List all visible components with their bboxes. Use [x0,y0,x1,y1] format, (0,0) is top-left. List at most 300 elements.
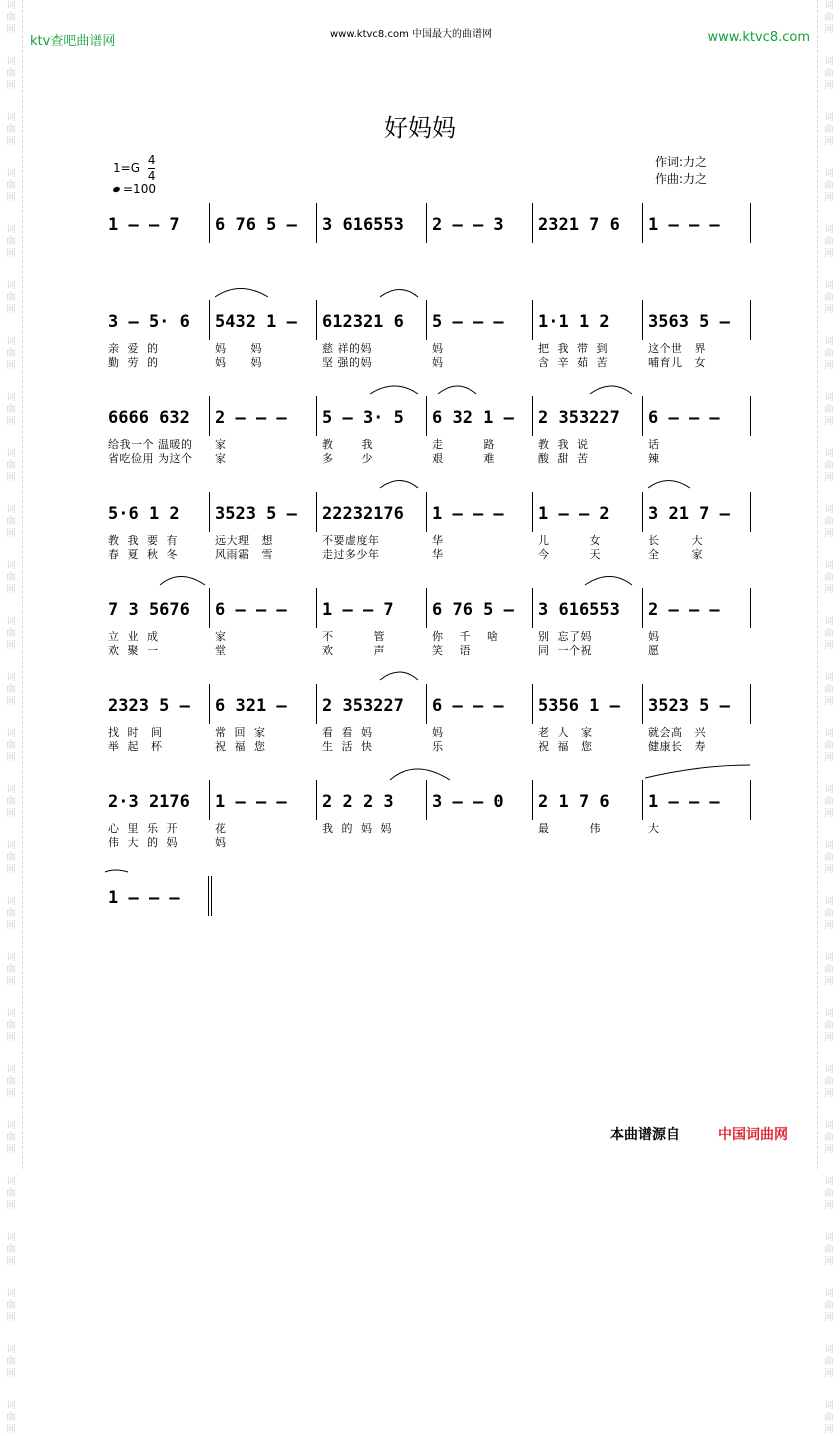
watermark-glyph: 网 [6,305,16,315]
lyric-verse-2: 健康长 寿 [648,740,706,753]
watermark-glyph: 网 [6,1369,16,1379]
watermark-glyph-group [0,168,22,204]
measure-notes: 6 321 — [215,696,287,716]
watermark-glyph-group [0,1176,22,1212]
score-row [0,684,840,774]
measure-notes: 2·3 2176 [108,792,190,812]
watermark-glyph: 词 [6,337,16,347]
watermark-glyph: 词 [6,897,16,907]
watermark-glyph: 网 [824,697,834,707]
lyric-verse-2: 乐 [432,740,444,753]
site-url-right[interactable]: www.ktvc8.com [707,30,810,45]
score-row [0,396,840,486]
watermark-glyph-group [0,1064,22,1100]
watermark-glyph: 曲 [824,517,834,527]
watermark-glyph: 词 [824,1289,834,1299]
barline [426,396,427,436]
watermark-glyph: 曲 [824,1133,834,1143]
watermark-glyph: 网 [824,1145,834,1155]
watermark-glyph: 曲 [824,125,834,135]
measure-notes: 1 — — — [108,888,180,908]
watermark-glyph: 曲 [6,965,16,975]
watermark-glyph: 词 [824,169,834,179]
tie [105,870,128,872]
watermark-glyph: 曲 [824,1189,834,1199]
barline [209,492,210,532]
watermark-glyph: 网 [824,753,834,763]
barline [532,492,533,532]
lyric-verse-2: 举 起 杯 [108,740,163,753]
measure-notes: 1 — — — [215,792,287,812]
watermark-glyph: 网 [6,1145,16,1155]
watermark-glyph: 曲 [6,1301,16,1311]
watermark-glyph: 词 [6,1289,16,1299]
lyric-verse-2: 同 一个祝 [538,644,592,657]
watermark-glyph: 词 [824,281,834,291]
lyric-verse-2: 生 活 快 [322,740,373,753]
barline [426,492,427,532]
measure-notes: 1 — — — [648,215,720,235]
watermark-glyph: 曲 [824,909,834,919]
barline [532,203,533,243]
score-row [0,876,840,966]
lyric-verse-1: 找 时 间 [108,726,163,739]
watermark-glyph: 网 [6,585,16,595]
watermark-glyph: 词 [6,1233,16,1243]
barline [532,396,533,436]
tempo-marking [113,182,156,196]
watermark-glyph: 曲 [824,461,834,471]
measure-notes: 5 — 3· 5 [322,408,404,428]
score-row [0,203,840,293]
watermark-glyph: 曲 [6,125,16,135]
barline [209,203,210,243]
barline [642,396,643,436]
measure-notes: 2323 5 — [108,696,190,716]
watermark-glyph-group [0,0,22,36]
watermark-glyph: 曲 [6,853,16,863]
watermark-glyph: 词 [824,1121,834,1131]
watermark-glyph-group [818,1008,840,1044]
barline [642,780,643,820]
watermark-glyph-group [0,1288,22,1324]
watermark-glyph: 曲 [6,405,16,415]
barline [750,780,751,820]
watermark-glyph: 词 [6,505,16,515]
barline [750,492,751,532]
watermark-glyph: 网 [6,1201,16,1211]
watermark-glyph: 词 [6,1065,16,1075]
watermark-glyph: 网 [6,641,16,651]
watermark-glyph: 曲 [6,797,16,807]
watermark-glyph: 网 [6,361,16,371]
barline [209,300,210,340]
watermark-glyph: 网 [824,1089,834,1099]
watermark-glyph: 曲 [6,237,16,247]
barline [426,588,427,628]
watermark-glyph: 网 [6,1425,16,1435]
measure-notes: 1 — — 2 [538,504,610,524]
watermark-glyph: 词 [824,113,834,123]
measure-notes: 3523 5 — [648,696,730,716]
lyric-verse-2: 走过多少年 [322,548,380,561]
watermark-glyph: 词 [6,1345,16,1355]
watermark-glyph: 词 [6,1121,16,1131]
barline [642,684,643,724]
watermark-glyph: 曲 [824,853,834,863]
watermark-glyph: 曲 [824,629,834,639]
watermark-glyph: 网 [6,809,16,819]
measure-notes: 2 353227 [322,696,404,716]
watermark-glyph: 曲 [6,181,16,191]
watermark-glyph: 词 [824,953,834,963]
measure-notes: 3 — 5· 6 [108,312,190,332]
measure-notes: 1 — — — [432,504,504,524]
watermark-glyph: 词 [824,337,834,347]
measure-notes: 5356 1 — [538,696,620,716]
barline [209,684,210,724]
watermark-glyph: 曲 [6,1245,16,1255]
watermark-glyph-group [0,56,22,92]
watermark-glyph: 词 [6,841,16,851]
measure-notes: 612321 6 [322,312,404,332]
watermark-glyph: 词 [6,617,16,627]
watermark-glyph: 词 [824,449,834,459]
watermark-glyph: 曲 [6,13,16,23]
barline [532,780,533,820]
watermark-glyph: 网 [824,249,834,259]
watermark-glyph-group [818,56,840,92]
watermark-glyph: 网 [824,25,834,35]
watermark-glyph-group [818,1120,840,1156]
barline [642,300,643,340]
watermark-glyph: 网 [824,1369,834,1379]
watermark-glyph: 曲 [824,741,834,751]
lyric-verse-1: 立 业 成 [108,630,159,643]
barline [532,588,533,628]
quarter-note-icon [112,186,120,193]
measure-notes: 3 — — 0 [432,792,504,812]
watermark-glyph: 曲 [6,349,16,359]
watermark-glyph: 曲 [6,293,16,303]
barline [426,780,427,820]
barline [316,203,317,243]
key-signature [113,153,155,184]
watermark-glyph: 曲 [824,293,834,303]
watermark-glyph-group [818,1400,840,1436]
lyric-verse-1: 给我一个 温暖的 [108,438,193,451]
watermark-glyph: 词 [6,561,16,571]
lyric-verse-2: 家 [215,452,227,465]
lyric-verse-2: 省吃俭用 为这个 [108,452,193,465]
watermark-glyph: 词 [824,1401,834,1411]
watermark-glyph: 曲 [824,573,834,583]
watermark-glyph: 曲 [6,685,16,695]
watermark-glyph: 网 [824,305,834,315]
lyric-verse-1: 把 我 带 到 [538,342,608,355]
right-watermark-border [817,0,840,1435]
watermark-glyph: 网 [6,697,16,707]
time-denominator: 4 [147,169,156,183]
barline [642,588,643,628]
lyric-verse-1: 常 回 家 [215,726,266,739]
lyric-verse-2: 祝 福 您 [215,740,266,753]
measure-notes: 2 353227 [538,408,620,428]
watermark-glyph: 词 [824,785,834,795]
watermark-glyph: 曲 [824,1413,834,1423]
watermark-glyph: 网 [824,585,834,595]
watermark-glyph: 曲 [6,741,16,751]
watermark-glyph: 词 [6,673,16,683]
barline [316,588,317,628]
watermark-glyph: 词 [6,1009,16,1019]
watermark-glyph: 词 [824,673,834,683]
watermark-glyph: 词 [824,1009,834,1019]
watermark-glyph-group [0,1232,22,1268]
watermark-glyph: 网 [824,81,834,91]
watermark-glyph: 词 [824,57,834,67]
watermark-glyph: 网 [824,361,834,371]
lyric-verse-2: 辣 [648,452,660,465]
lyric-verse-1: 华 [432,534,444,547]
watermark-glyph: 网 [824,529,834,539]
measure-notes: 2321 7 6 [538,215,620,235]
measure-notes: 2 1 7 6 [538,792,610,812]
watermark-glyph: 网 [6,137,16,147]
watermark-glyph-group [0,1344,22,1380]
watermark-glyph: 网 [6,529,16,539]
lyric-verse-2: 欢 聚 一 [108,644,159,657]
lyric-verse-2: 含 辛 茹 苦 [538,356,608,369]
watermark-glyph: 曲 [824,965,834,975]
watermark-glyph: 网 [824,193,834,203]
watermark-glyph: 网 [824,1201,834,1211]
watermark-glyph: 曲 [824,1301,834,1311]
time-signature [148,153,156,184]
barline [750,588,751,628]
lyric-verse-1: 就会高 兴 [648,726,706,739]
lyric-verse-2: 祝 福 您 [538,740,593,753]
score-row [0,780,840,870]
lyric-verse-1: 花 [215,822,227,835]
score-row [0,492,840,582]
watermark-glyph: 词 [6,113,16,123]
barline [750,396,751,436]
watermark-glyph-group [0,1120,22,1156]
lyric-verse-1: 妈 妈 [215,342,262,355]
watermark-glyph: 曲 [6,1189,16,1199]
watermark-glyph: 网 [824,1313,834,1323]
score-row [0,300,840,390]
lyric-verse-2: 风雨霜 雪 [215,548,273,561]
watermark-glyph: 网 [824,473,834,483]
barline [642,203,643,243]
measure-notes: 6 76 5 — [432,600,514,620]
watermark-glyph-group [0,1400,22,1436]
score-row [0,588,840,678]
barline [426,684,427,724]
measure-notes: 1 — — — [648,792,720,812]
lyric-verse-2: 欢 声 [322,644,385,657]
watermark-glyph: 曲 [6,461,16,471]
measure-notes: 3 616553 [322,215,404,235]
left-watermark-border [0,0,23,1435]
watermark-glyph: 词 [824,617,834,627]
watermark-glyph-group [818,1176,840,1212]
watermark-glyph: 网 [6,865,16,875]
lyric-verse-1: 大 [648,822,660,835]
watermark-glyph: 曲 [6,573,16,583]
lyric-verse-1: 远大理 想 [215,534,273,547]
watermark-glyph: 网 [6,473,16,483]
watermark-glyph: 网 [824,1257,834,1267]
watermark-glyph: 词 [6,281,16,291]
lyric-verse-1: 不 管 [322,630,385,643]
watermark-glyph: 曲 [824,797,834,807]
watermark-glyph: 词 [6,729,16,739]
lyric-verse-1: 最 伟 [538,822,601,835]
measure-notes: 7 3 5676 [108,600,190,620]
measure-notes: 6 — — — [648,408,720,428]
measure-notes: 2 — — — [648,600,720,620]
watermark-glyph: 词 [6,953,16,963]
watermark-glyph-group [818,1344,840,1380]
watermark-glyph: 曲 [6,1357,16,1367]
site-name-left[interactable]: ktv查吧曲谱网 [30,34,116,49]
measure-notes: 2 — — 3 [432,215,504,235]
measure-notes: 6 — — — [432,696,504,716]
watermark-glyph: 网 [6,921,16,931]
watermark-glyph: 网 [824,921,834,931]
song-title: 好妈妈 [384,114,456,142]
barline [209,396,210,436]
watermark-glyph: 网 [6,1089,16,1099]
lyric-verse-2: 今 天 [538,548,601,561]
lyric-verse-1: 教 我 要 有 [108,534,178,547]
watermark-glyph: 词 [824,897,834,907]
source-site-link[interactable]: 中国词曲网 [718,1127,788,1143]
lyric-verse-2: 艰 难 [432,452,495,465]
watermark-glyph: 词 [824,561,834,571]
lyric-verse-1: 儿 女 [538,534,601,547]
watermark-glyph: 曲 [824,685,834,695]
tempo-value: =100 [123,182,156,196]
lyric-verse-1: 妈 [648,630,660,643]
watermark-glyph: 词 [824,1345,834,1355]
barline [426,203,427,243]
lyric-verse-1: 不要虚度年 [322,534,380,547]
watermark-glyph: 词 [6,225,16,235]
watermark-glyph: 网 [6,753,16,763]
barline [316,492,317,532]
barline [750,203,751,243]
watermark-glyph: 曲 [824,1077,834,1087]
watermark-glyph-group [818,168,840,204]
measure-notes: 1·1 1 2 [538,312,610,332]
watermark-glyph: 词 [6,785,16,795]
watermark-glyph: 曲 [6,69,16,79]
measure-notes: 3 21 7 — [648,504,730,524]
lyric-verse-1: 话 [648,438,660,451]
key-label: 1=G [113,161,140,175]
lyric-verse-1: 老 人 家 [538,726,593,739]
watermark-glyph: 网 [824,137,834,147]
measure-notes: 1 — — 7 [108,215,180,235]
source-label: 本曲谱源自 [610,1127,680,1143]
lyric-verse-1: 长 大 [648,534,703,547]
barline [750,300,751,340]
measure-notes: 5 — — — [432,312,504,332]
watermark-glyph: 网 [6,25,16,35]
watermark-glyph: 网 [824,977,834,987]
watermark-glyph: 网 [824,809,834,819]
lyric-verse-1: 我 的 妈 妈 [322,822,392,835]
barline [642,492,643,532]
barline [532,684,533,724]
lyric-verse-1: 走 路 [432,438,495,451]
watermark-glyph: 曲 [824,69,834,79]
watermark-glyph: 曲 [824,405,834,415]
lyric-verse-2: 伟 大 的 妈 [108,836,178,849]
watermark-glyph: 曲 [6,1413,16,1423]
watermark-glyph-group [818,1288,840,1324]
watermark-glyph: 词 [824,225,834,235]
watermark-glyph: 词 [6,393,16,403]
watermark-glyph: 词 [6,1,16,11]
watermark-glyph: 曲 [6,517,16,527]
barline [750,684,751,724]
watermark-glyph: 曲 [6,1077,16,1087]
watermark-glyph: 曲 [824,1357,834,1367]
watermark-glyph: 网 [6,1257,16,1267]
measure-notes: 3563 5 — [648,312,730,332]
watermark-glyph: 网 [6,81,16,91]
measure-notes: 5432 1 — [215,312,297,332]
lyric-verse-2: 笑 语 [432,644,471,657]
barline [532,300,533,340]
lyric-verse-1: 家 [215,438,227,451]
watermark-glyph: 曲 [824,13,834,23]
watermark-glyph-group [818,0,840,36]
lyric-verse-1: 教 我 说 [538,438,589,451]
watermark-glyph: 曲 [824,1245,834,1255]
lyric-verse-2: 勤 劳 的 [108,356,167,369]
watermark-glyph: 曲 [824,1021,834,1031]
time-numerator: 4 [147,153,156,167]
site-tagline: www.ktvc8.com 中国最大的曲谱网 [330,29,493,40]
composer-credit: 作曲:力之 [655,172,708,186]
lyric-verse-2: 堂 [215,644,227,657]
lyric-verse-1: 妈 [432,342,444,355]
watermark-glyph: 网 [6,417,16,427]
watermark-glyph: 网 [6,1033,16,1043]
lyric-verse-2: 春 夏 秋 冬 [108,548,178,561]
watermark-glyph: 词 [824,1233,834,1243]
watermark-glyph: 词 [824,1065,834,1075]
lyricist-credit: 作词:力之 [655,155,708,169]
watermark-glyph: 网 [824,865,834,875]
watermark-glyph: 曲 [6,629,16,639]
watermark-glyph-group [818,1064,840,1100]
lyric-verse-2: 妈 [215,836,227,849]
lyric-verse-1: 家 [215,630,227,643]
watermark-glyph: 词 [6,57,16,67]
watermark-glyph: 网 [6,249,16,259]
lyric-verse-2: 全 家 [648,548,703,561]
lyric-verse-2: 坚 强的妈 [322,356,372,369]
watermark-glyph-group [0,1008,22,1044]
lyric-verse-1: 你 千 啥 [432,630,499,643]
